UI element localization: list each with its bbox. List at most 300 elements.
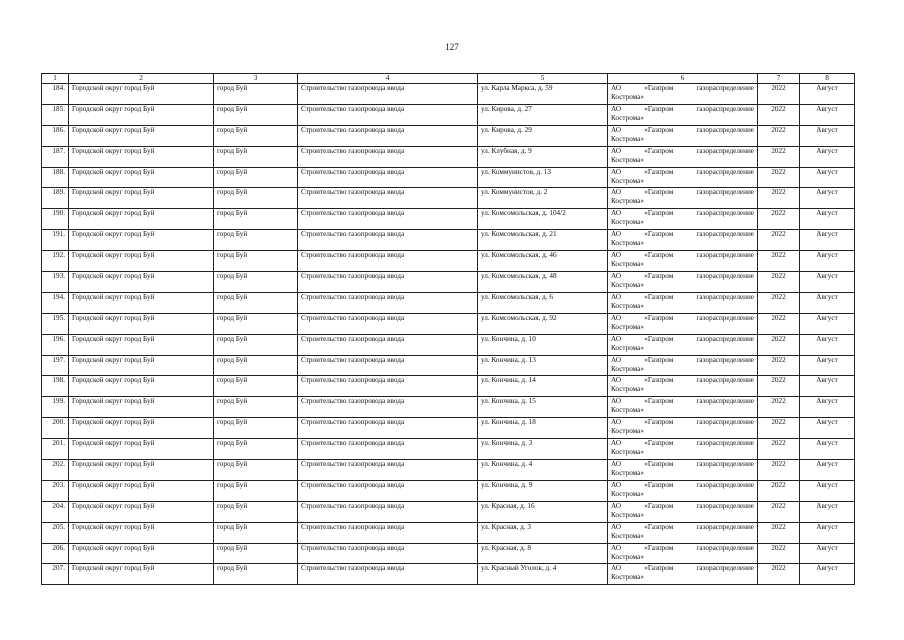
row-number: 206. (42, 543, 69, 564)
works-table (41, 73, 855, 585)
organization-line (611, 293, 754, 302)
row-number: 203. (42, 480, 69, 501)
table-row (42, 84, 855, 105)
address-cell: ул. Комсомольская, д. 48 (478, 272, 608, 293)
month-cell: Август (800, 418, 855, 439)
organization-line (611, 314, 754, 323)
organization-cell (608, 397, 758, 418)
year-cell: 2022 (758, 460, 800, 481)
organization-word: «Газпром (644, 334, 674, 343)
address-cell: ул. Кончина, д. 13 (478, 355, 608, 376)
organization-cell (608, 104, 758, 125)
address-cell: ул. Комсомольская, д. 92 (478, 313, 608, 334)
organization-line (611, 147, 754, 156)
organization-word: «Газпром (644, 355, 674, 364)
column-number: 3 (214, 74, 298, 84)
locality-cell: город Буй (214, 376, 298, 397)
table-row (42, 439, 855, 460)
organization-line (611, 460, 754, 469)
work-type-cell: Строительство газопровода ввода (298, 543, 478, 564)
month-cell: Август (800, 230, 855, 251)
address-cell: ул. Комсомольская, д. 104/2 (478, 209, 608, 230)
locality-cell: город Буй (214, 272, 298, 293)
locality-cell: город Буй (214, 334, 298, 355)
organization-word: АО (611, 543, 622, 552)
organization-word: АО (611, 84, 622, 92)
organization-cell (608, 167, 758, 188)
table-row (42, 104, 855, 125)
organization-word: газораспределение (696, 313, 754, 322)
organization-word: АО (611, 480, 622, 489)
district-cell: Городской округ город Буй (69, 313, 214, 334)
month-cell: Август (800, 376, 855, 397)
work-type-cell: Строительство газопровода ввода (298, 460, 478, 481)
table-row (42, 418, 855, 439)
row-number: 202. (42, 460, 69, 481)
row-number: 200. (42, 418, 69, 439)
locality-cell: город Буй (214, 501, 298, 522)
table-row (42, 209, 855, 230)
organization-word: газораспределение (696, 146, 754, 155)
organization-cell (608, 84, 758, 105)
row-number: 187. (42, 146, 69, 167)
organization-line (611, 105, 754, 114)
work-type-cell: Строительство газопровода ввода (298, 376, 478, 397)
work-type-cell: Строительство газопровода ввода (298, 501, 478, 522)
work-type-cell: Строительство газопровода ввода (298, 272, 478, 293)
organization-line: Кострома» (611, 113, 644, 122)
locality-cell: город Буй (214, 418, 298, 439)
month-cell: Август (800, 334, 855, 355)
organization-word: «Газпром (644, 313, 674, 322)
organization-word: газораспределение (696, 209, 754, 218)
organization-line: Кострома» (611, 301, 644, 310)
work-type-cell: Строительство газопровода ввода (298, 188, 478, 209)
organization-word: газораспределение (696, 564, 754, 573)
address-cell: ул. Красная, д. 3 (478, 522, 608, 543)
work-type-cell: Строительство газопровода ввода (298, 146, 478, 167)
organization-word: АО (611, 355, 622, 364)
organization-word: «Газпром (644, 209, 674, 218)
organization-line: Кострома» (611, 531, 644, 540)
locality-cell: город Буй (214, 125, 298, 146)
locality-cell: город Буй (214, 397, 298, 418)
organization-word: АО (611, 272, 622, 281)
work-type-cell: Строительство газопровода ввода (298, 167, 478, 188)
organization-word: газораспределение (696, 167, 754, 176)
organization-word: «Газпром (644, 480, 674, 489)
organization-word: АО (611, 313, 622, 322)
month-cell: Август (800, 209, 855, 230)
organization-line: Кострома» (611, 239, 644, 248)
work-type-cell: Строительство газопровода ввода (298, 418, 478, 439)
address-cell: ул. Кончина, д. 14 (478, 376, 608, 397)
district-cell: Городской округ город Буй (69, 209, 214, 230)
district-cell: Городской округ город Буй (69, 104, 214, 125)
organization-word: «Газпром (644, 188, 674, 197)
organization-word: «Газпром (644, 564, 674, 573)
district-cell: Городской округ город Буй (69, 543, 214, 564)
row-number: 185. (42, 104, 69, 125)
organization-word: «Газпром (644, 439, 674, 448)
organization-line (611, 356, 754, 365)
month-cell: Август (800, 251, 855, 272)
table-row (42, 251, 855, 272)
month-cell: Август (800, 397, 855, 418)
organization-line: Кострома» (611, 552, 644, 561)
organization-word: «Газпром (644, 418, 674, 427)
organization-line (611, 376, 754, 385)
year-cell: 2022 (758, 501, 800, 522)
organization-word: газораспределение (696, 230, 754, 239)
table-row (42, 376, 855, 397)
organization-word: АО (611, 522, 622, 531)
work-type-cell: Строительство газопровода ввода (298, 480, 478, 501)
organization-line: Кострома» (611, 155, 644, 164)
organization-line: Кострома» (611, 489, 644, 498)
organization-line (611, 168, 754, 177)
year-cell: 2022 (758, 439, 800, 460)
organization-cell (608, 292, 758, 313)
month-cell: Август (800, 272, 855, 293)
address-cell: ул. Кончина, д. 15 (478, 397, 608, 418)
organization-word: «Газпром (644, 501, 674, 510)
organization-word: газораспределение (696, 251, 754, 260)
locality-cell: город Буй (214, 146, 298, 167)
district-cell: Городской округ город Буй (69, 522, 214, 543)
organization-word: АО (611, 501, 622, 510)
table-row (42, 334, 855, 355)
page-number: 127 (445, 42, 459, 52)
month-cell: Август (800, 501, 855, 522)
organization-cell (608, 251, 758, 272)
district-cell: Городской округ город Буй (69, 84, 214, 105)
month-cell: Август (800, 292, 855, 313)
locality-cell: город Буй (214, 564, 298, 585)
organization-cell (608, 418, 758, 439)
address-cell: ул. Кончина, д. 9 (478, 480, 608, 501)
table-row (42, 480, 855, 501)
table-row (42, 460, 855, 481)
organization-line: Кострома» (611, 176, 644, 185)
address-cell: ул. Кончина, д. 18 (478, 418, 608, 439)
organization-word: «Газпром (644, 251, 674, 260)
row-number: 195. (42, 313, 69, 334)
organization-line: Кострома» (611, 385, 644, 394)
month-cell: Август (800, 167, 855, 188)
row-number: 196. (42, 334, 69, 355)
organization-line: Кострома» (611, 510, 644, 519)
organization-line: Кострома» (611, 93, 644, 101)
year-cell: 2022 (758, 146, 800, 167)
row-number: 205. (42, 522, 69, 543)
year-cell: 2022 (758, 272, 800, 293)
row-number: 190. (42, 209, 69, 230)
address-cell: ул. Красный Уголок, д. 4 (478, 564, 608, 585)
month-cell: Август (800, 543, 855, 564)
organization-line: Кострома» (611, 406, 644, 415)
organization-cell (608, 501, 758, 522)
organization-word: АО (611, 334, 622, 343)
year-cell: 2022 (758, 104, 800, 125)
work-type-cell: Строительство газопровода ввода (298, 564, 478, 585)
organization-word: «Газпром (644, 104, 674, 113)
year-cell: 2022 (758, 397, 800, 418)
organization-word: газораспределение (696, 543, 754, 552)
locality-cell: город Буй (214, 522, 298, 543)
address-cell: ул. Кирова, д. 27 (478, 104, 608, 125)
organization-line: Кострома» (611, 469, 644, 478)
organization-word: газораспределение (696, 355, 754, 364)
table-row (42, 397, 855, 418)
district-cell: Городской округ город Буй (69, 146, 214, 167)
organization-word: газораспределение (696, 418, 754, 427)
district-cell: Городской округ город Буй (69, 480, 214, 501)
organization-word: АО (611, 376, 622, 385)
organization-cell (608, 272, 758, 293)
organization-line (611, 251, 754, 260)
organization-word: газораспределение (696, 501, 754, 510)
table-row (42, 188, 855, 209)
locality-cell: город Буй (214, 313, 298, 334)
locality-cell: город Буй (214, 439, 298, 460)
locality-cell: город Буй (214, 480, 298, 501)
column-number: 8 (800, 74, 855, 84)
row-number: 194. (42, 292, 69, 313)
organization-word: газораспределение (696, 84, 754, 92)
organization-line: Кострома» (611, 448, 644, 457)
organization-word: газораспределение (696, 104, 754, 113)
row-number: 201. (42, 439, 69, 460)
organization-cell (608, 564, 758, 585)
month-cell: Август (800, 460, 855, 481)
organization-line (611, 209, 754, 218)
district-cell: Городской округ город Буй (69, 564, 214, 585)
organization-word: «Газпром (644, 543, 674, 552)
address-cell: ул. Коммунистов, д. 13 (478, 167, 608, 188)
row-number: 191. (42, 230, 69, 251)
organization-word: газораспределение (696, 522, 754, 531)
column-number: 1 (42, 74, 69, 84)
organization-line: Кострома» (611, 364, 644, 373)
organization-word: АО (611, 188, 622, 197)
organization-word: АО (611, 460, 622, 469)
work-type-cell: Строительство газопровода ввода (298, 313, 478, 334)
organization-word: газораспределение (696, 439, 754, 448)
locality-cell: город Буй (214, 209, 298, 230)
row-number: 197. (42, 355, 69, 376)
work-type-cell: Строительство газопровода ввода (298, 292, 478, 313)
row-number: 192. (42, 251, 69, 272)
month-cell: Август (800, 146, 855, 167)
organization-line: Кострома» (611, 343, 644, 352)
organization-word: «Газпром (644, 84, 674, 92)
district-cell: Городской округ город Буй (69, 125, 214, 146)
work-type-cell: Строительство газопровода ввода (298, 230, 478, 251)
month-cell: Август (800, 125, 855, 146)
table-row (42, 501, 855, 522)
organization-word: АО (611, 251, 622, 260)
organization-word: газораспределение (696, 334, 754, 343)
row-number: 193. (42, 272, 69, 293)
organization-cell (608, 334, 758, 355)
table-row (42, 313, 855, 334)
organization-word: «Газпром (644, 397, 674, 406)
table-row (42, 543, 855, 564)
organization-line (611, 230, 754, 239)
organization-cell (608, 439, 758, 460)
work-type-cell: Строительство газопровода ввода (298, 334, 478, 355)
year-cell: 2022 (758, 522, 800, 543)
organization-line (611, 335, 754, 344)
row-number: 199. (42, 397, 69, 418)
organization-word: газораспределение (696, 376, 754, 385)
organization-line (611, 272, 754, 281)
organization-line: Кострома» (611, 573, 644, 582)
locality-cell: город Буй (214, 292, 298, 313)
work-type-cell: Строительство газопровода ввода (298, 125, 478, 146)
organization-word: «Газпром (644, 522, 674, 531)
organization-line (611, 418, 754, 427)
organization-line (611, 188, 754, 197)
column-number: 6 (608, 74, 758, 84)
work-type-cell: Строительство газопровода ввода (298, 439, 478, 460)
year-cell: 2022 (758, 418, 800, 439)
organization-word: «Газпром (644, 230, 674, 239)
locality-cell: город Буй (214, 460, 298, 481)
year-cell: 2022 (758, 376, 800, 397)
organization-word: АО (611, 230, 622, 239)
month-cell: Август (800, 188, 855, 209)
organization-word: газораспределение (696, 188, 754, 197)
address-cell: ул. Карла Маркса, д. 59 (478, 84, 608, 105)
organization-cell (608, 522, 758, 543)
address-cell: ул. Комсомольская, д. 6 (478, 292, 608, 313)
row-number: 188. (42, 167, 69, 188)
column-number: 7 (758, 74, 800, 84)
organization-cell (608, 480, 758, 501)
row-number: 204. (42, 501, 69, 522)
organization-word: АО (611, 439, 622, 448)
column-number: 5 (478, 74, 608, 84)
work-type-cell: Строительство газопровода ввода (298, 251, 478, 272)
organization-cell (608, 188, 758, 209)
address-cell: ул. Кончина, д. 4 (478, 460, 608, 481)
year-cell: 2022 (758, 564, 800, 585)
year-cell: 2022 (758, 292, 800, 313)
organization-line (611, 564, 754, 573)
month-cell: Август (800, 313, 855, 334)
column-number: 2 (69, 74, 214, 84)
district-cell: Городской округ город Буй (69, 334, 214, 355)
organization-word: АО (611, 125, 622, 134)
year-cell: 2022 (758, 355, 800, 376)
table-row (42, 355, 855, 376)
organization-cell (608, 460, 758, 481)
month-cell: Август (800, 564, 855, 585)
work-type-cell: Строительство газопровода ввода (298, 355, 478, 376)
month-cell: Август (800, 439, 855, 460)
year-cell: 2022 (758, 84, 800, 105)
work-type-cell: Строительство газопровода ввода (298, 397, 478, 418)
organization-line (611, 84, 754, 93)
organization-line (611, 502, 754, 511)
table-row (42, 167, 855, 188)
row-number: 189. (42, 188, 69, 209)
organization-cell (608, 376, 758, 397)
organization-line: Кострома» (611, 427, 644, 436)
organization-word: «Газпром (644, 167, 674, 176)
month-cell: Август (800, 104, 855, 125)
organization-word: «Газпром (644, 272, 674, 281)
year-cell: 2022 (758, 230, 800, 251)
locality-cell: город Буй (214, 355, 298, 376)
locality-cell: город Буй (214, 104, 298, 125)
district-cell: Городской округ город Буй (69, 230, 214, 251)
table-row (42, 125, 855, 146)
district-cell: Городской округ город Буй (69, 272, 214, 293)
row-number: 207. (42, 564, 69, 585)
year-cell: 2022 (758, 167, 800, 188)
month-cell: Август (800, 480, 855, 501)
table-body (42, 74, 855, 585)
organization-line: Кострома» (611, 322, 644, 331)
locality-cell: город Буй (214, 167, 298, 188)
year-cell: 2022 (758, 334, 800, 355)
organization-word: «Газпром (644, 292, 674, 301)
work-type-cell: Строительство газопровода ввода (298, 84, 478, 105)
year-cell: 2022 (758, 188, 800, 209)
locality-cell: город Буй (214, 230, 298, 251)
organization-line (611, 397, 754, 406)
district-cell: Городской округ город Буй (69, 460, 214, 481)
locality-cell: город Буй (214, 84, 298, 105)
year-cell: 2022 (758, 543, 800, 564)
organization-word: газораспределение (696, 292, 754, 301)
year-cell: 2022 (758, 251, 800, 272)
organization-word: АО (611, 564, 622, 573)
table-row (42, 272, 855, 293)
address-cell: ул. Коммунистов, д. 2 (478, 188, 608, 209)
work-type-cell: Строительство газопровода ввода (298, 522, 478, 543)
column-number-header (42, 74, 855, 84)
organization-line (611, 439, 754, 448)
organization-line: Кострома» (611, 197, 644, 206)
address-cell: ул. Кирова, д. 29 (478, 125, 608, 146)
row-number: 184. (42, 84, 69, 105)
organization-word: газораспределение (696, 125, 754, 134)
locality-cell: город Буй (214, 251, 298, 272)
organization-cell (608, 543, 758, 564)
organization-word: «Газпром (644, 146, 674, 155)
organization-word: «Газпром (644, 125, 674, 134)
year-cell: 2022 (758, 313, 800, 334)
district-cell: Городской округ город Буй (69, 292, 214, 313)
table-row (42, 292, 855, 313)
organization-word: АО (611, 146, 622, 155)
address-cell: ул. Красная, д. 8 (478, 543, 608, 564)
organization-cell (608, 146, 758, 167)
month-cell: Август (800, 84, 855, 105)
table-row (42, 230, 855, 251)
address-cell: ул. Комсомольская, д. 21 (478, 230, 608, 251)
row-number: 186. (42, 125, 69, 146)
organization-word: газораспределение (696, 480, 754, 489)
district-cell: Городской округ город Буй (69, 418, 214, 439)
table-row (42, 564, 855, 585)
locality-cell: город Буй (214, 188, 298, 209)
organization-line: Кострома» (611, 218, 644, 227)
